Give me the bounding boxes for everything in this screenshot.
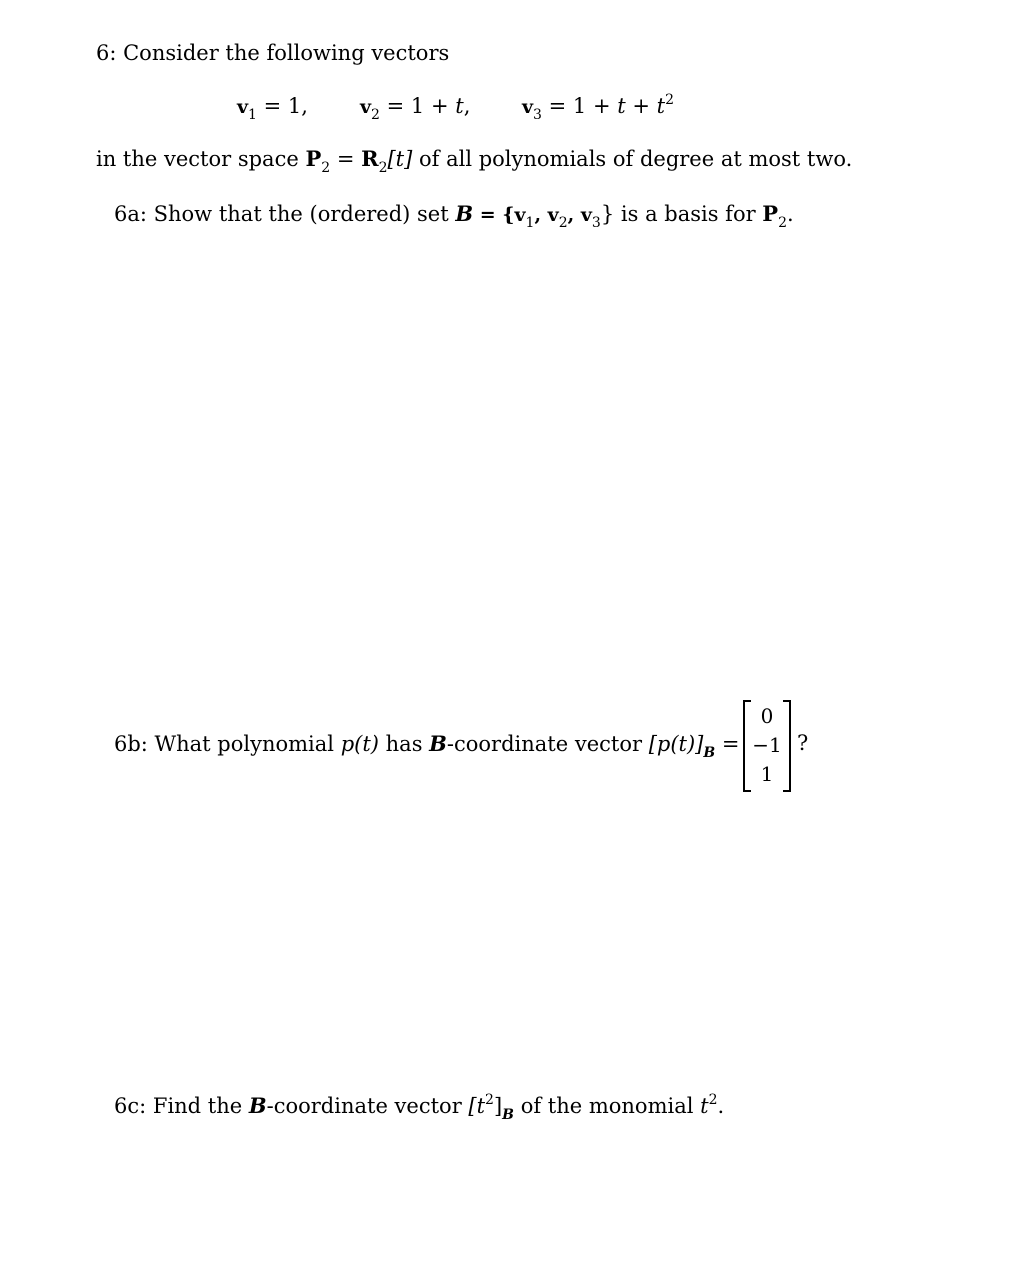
matrix-entry: −1 — [752, 733, 782, 757]
vector-v2: $v_2 = 1 + t$, — [360, 94, 471, 123]
matrix-entry: 1 — [760, 762, 774, 786]
matrix-entry: 0 — [760, 704, 774, 728]
vector-space-sentence: in the vector space $P_2 = R_2[t]$ of all polynomials of degree at most two. — [96, 146, 853, 176]
question-mark: ? — [797, 731, 809, 755]
vector-v3: $v_3 = 1 + t + t^2$ — [522, 92, 675, 123]
matrix-right-bracket — [783, 700, 791, 792]
part-a: 6a: Show that the (ordered) set $B = \{v_1$, $v_2$, $v_3$} is a basis for $P_2$. — [114, 201, 794, 231]
problem-heading: 6: Consider the following vectors — [96, 41, 450, 65]
part-b: 6b: What polynomial p(t) has B-coordinate vector $[p(t)]_B$ = — [114, 731, 740, 761]
coordinate-matrix — [743, 700, 791, 790]
part-c: 6c: Find the B-coordinate vector $[t^2]_B$ of the monomial $t^2$. — [114, 1092, 725, 1123]
vector-v1: $v_1 = 1$, — [237, 94, 308, 123]
